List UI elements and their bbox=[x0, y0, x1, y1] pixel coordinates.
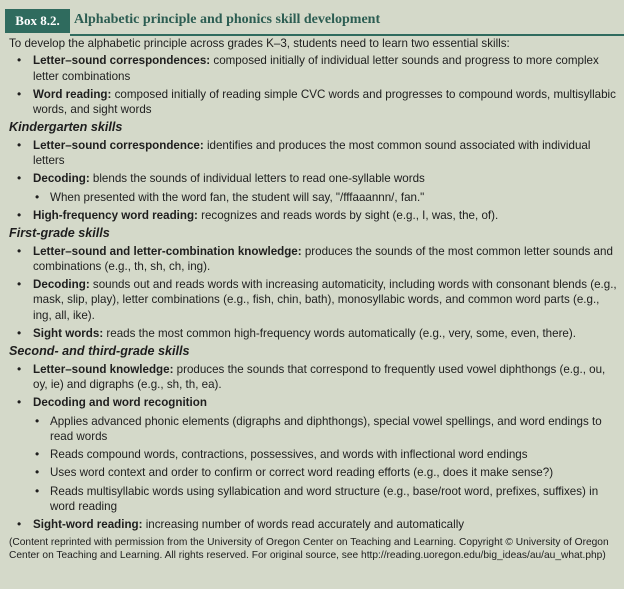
item-text: produces the sounds that correspond to frequently used vowel diphthongs (e.g., ou, oy, ie) and digraphs (e.g., sh, th, ea). bbox=[33, 362, 606, 391]
sub-bullet-icon: • bbox=[35, 447, 40, 462]
item-term: Letter–sound and letter-combination knowledge: bbox=[33, 244, 302, 258]
list-item bbox=[9, 244, 621, 275]
bullet-icon: • bbox=[17, 137, 22, 152]
item-text: Reads multisyllabic words using syllabication and word structure (e.g., base/root word, prefixes, suffixes) in word reading bbox=[50, 484, 599, 514]
list-item bbox=[9, 87, 621, 118]
bullet-icon: • bbox=[17, 395, 22, 410]
intro-text: To develop the alphabetic principle across grades K–3, students need to learn two essential skills: bbox=[9, 37, 510, 50]
section-heading-first-grade: First-grade skills bbox=[9, 226, 110, 241]
item-term: Letter–sound correspondence: bbox=[33, 138, 204, 152]
section-heading-second-third-grade: Second- and third-grade skills bbox=[9, 344, 190, 359]
sub-bullet-icon: • bbox=[35, 413, 40, 428]
item-text: increasing number of words read accurately and automatically bbox=[142, 518, 465, 532]
second-third-grade-list bbox=[9, 362, 621, 533]
list-item bbox=[9, 277, 621, 323]
sub-bullet-icon: • bbox=[35, 465, 40, 480]
item-text: sounds out and reads words with increasing automaticity, including words with consonant blends (e.g., mask, slip, play), letter combinations (e.g., fish, chin, bath), monosyllabic words, and common word parts (e.g., ing, all, ike). bbox=[33, 278, 617, 322]
copyright-note: (Content reprinted with permission from the University of Oregon Center on Teaching and Learning. Copyright © University of Oregon Center on Teaching and Learning. All rights reserved. For original source, see http://reading.uoregon.edu/big_ideas/au/au_what.php) bbox=[9, 536, 609, 561]
item-text: Reads compound words, contractions, possessives, and words with inflectional word endings bbox=[50, 448, 528, 462]
bullet-icon: • bbox=[17, 277, 22, 292]
sub-list-item bbox=[9, 190, 621, 205]
item-text: produces the sounds of the most common letter sounds and combinations (e.g., th, sh, ch, ing). bbox=[33, 244, 613, 273]
item-text: recognizes and reads words by sight (e.g., I, was, the, of). bbox=[197, 208, 499, 222]
box-header bbox=[0, 4, 624, 34]
section-heading-kindergarten: Kindergarten skills bbox=[9, 120, 123, 135]
bullet-icon: • bbox=[17, 361, 22, 376]
first-grade-list bbox=[9, 244, 621, 342]
list-item bbox=[9, 517, 621, 532]
sub-list-item bbox=[9, 484, 621, 515]
bullet-icon: • bbox=[17, 86, 22, 101]
bullet-icon: • bbox=[17, 207, 22, 222]
item-term: Decoding: bbox=[33, 172, 90, 186]
sub-list-item bbox=[9, 465, 621, 480]
intro-list bbox=[9, 53, 621, 117]
item-text: Applies advanced phonic elements (digraphs and diphthongs), special vowel spellings, and word endings to read words bbox=[50, 414, 602, 443]
item-text: identifies and produces the most common sound associated with individual letters bbox=[33, 138, 591, 168]
list-item bbox=[9, 395, 621, 410]
item-term: Letter–sound correspondences: bbox=[33, 54, 211, 68]
item-text: reads the most common high-frequency words automatically (e.g., very, some, even, there). bbox=[103, 327, 576, 341]
item-term: Letter–sound knowledge: bbox=[33, 362, 174, 376]
box-label: Box 8.2. bbox=[5, 9, 70, 33]
list-item bbox=[9, 326, 621, 341]
box-content bbox=[9, 36, 621, 572]
sub-list-item bbox=[9, 414, 621, 445]
box-title: Alphabetic principle and phonics skill development bbox=[74, 12, 381, 27]
item-term: High-frequency word reading: bbox=[33, 208, 198, 222]
kindergarten-list bbox=[9, 138, 621, 223]
list-item bbox=[9, 171, 621, 186]
item-text: composed initially of reading simple CVC words and progresses to compound words, multisyllabic words, and sight words bbox=[33, 87, 616, 117]
item-term: Sight words: bbox=[33, 327, 104, 341]
item-text: When presented with the word fan, the student will say, "/fffaaannn/, fan." bbox=[50, 190, 425, 204]
list-item bbox=[9, 208, 621, 223]
sub-bullet-icon: • bbox=[35, 483, 40, 498]
list-item bbox=[9, 53, 621, 84]
item-term: Decoding and word recognition bbox=[33, 396, 207, 410]
bullet-icon: • bbox=[17, 53, 22, 68]
bullet-icon: • bbox=[17, 243, 22, 258]
sub-bullet-icon: • bbox=[35, 189, 40, 204]
bullet-icon: • bbox=[17, 171, 22, 186]
item-term: Decoding: bbox=[33, 278, 90, 292]
bullet-icon: • bbox=[17, 517, 22, 532]
item-term: Sight-word reading: bbox=[33, 518, 143, 532]
item-text: Uses word context and order to confirm or correct word reading efforts (e.g., does it make sense?) bbox=[50, 466, 554, 480]
item-text: blends the sounds of individual letters to read one-syllable words bbox=[89, 172, 425, 186]
list-item bbox=[9, 362, 621, 393]
bullet-icon: • bbox=[17, 326, 22, 341]
item-term: Word reading: bbox=[33, 87, 112, 101]
item-text: composed initially of individual letter sounds and progress to more complex letter combinations bbox=[33, 54, 599, 83]
sub-list-item bbox=[9, 447, 621, 462]
list-item bbox=[9, 138, 621, 169]
